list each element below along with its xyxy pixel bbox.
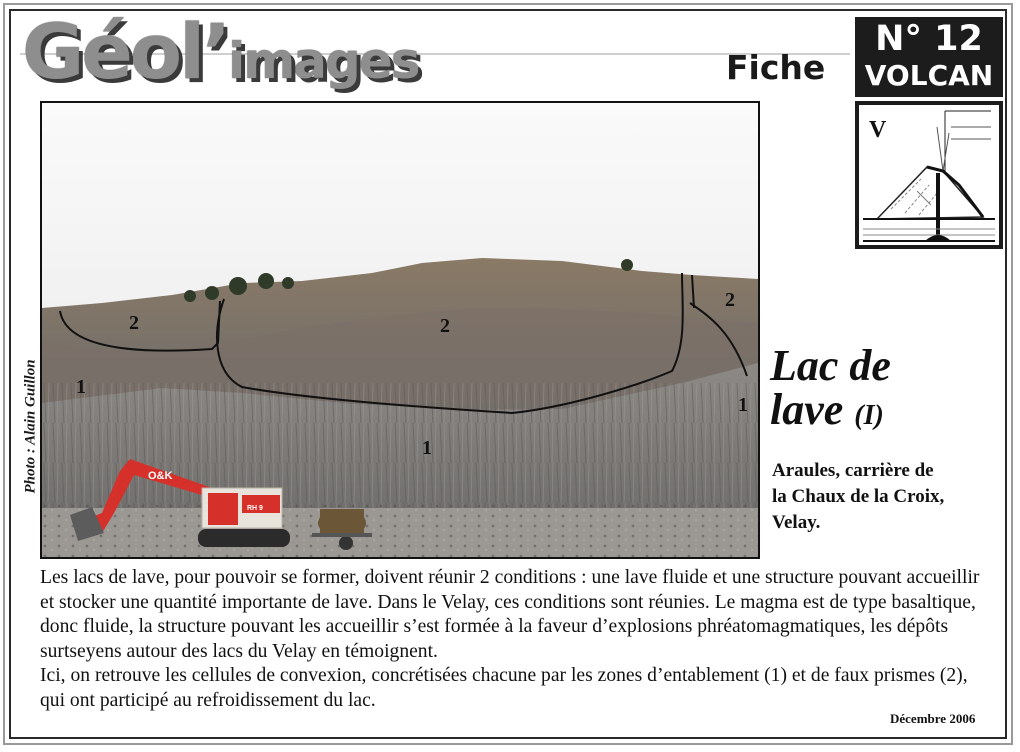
caption-title [770,341,891,438]
vehicle-model: RH 9 [247,505,263,512]
volcano-icon [859,105,999,245]
quarry-photo [40,101,760,559]
title-tail: images [228,32,419,90]
zone-label-2-right: 2 [725,289,735,311]
volcano-icon-box [855,101,1003,249]
photo-credit-text: Photo : Alain Guillon [22,359,39,494]
zone-label-2-center: 2 [440,315,450,337]
category-letter: V [869,117,887,143]
zone-label-1-left: 1 [76,376,86,398]
quarry-illustration [42,103,758,557]
page-title [22,8,419,98]
zone-label-1-right: 1 [738,394,748,416]
caption-title-suffix: (I) [854,400,884,431]
body-text [40,566,995,713]
body-paragraph-2: Ici, on retrouve les cellules de convexion, concrétisées chacune par les zones d’entablement (1) et de faux prismes (2), qui ont participé au refroidissement du lac. [40,665,968,711]
zone-label-2-left: 2 [129,312,139,334]
body-paragraph-1: Les lacs de lave, pour pouvoir se former, doivent réunir 2 conditions : une lave fluide et une structure pouvant accueillir et stocker une quantité importante de lave. Dans le Velay, ces conditions sont réunies. Le magma est de type basaltique, donc fluide, la structure pouvant les accueillir s’est formée à la faveur d’explosions phréatomagmatiques, les dépôts surtseyens autour des lacs du Velay en témoignent. [40,567,980,662]
publication-date: Décembre 2006 [890,711,976,726]
vehicle-label: O&K [148,470,173,482]
fiche-label: Fiche [726,48,826,87]
caption-title-line1: Lac de [770,341,891,390]
caption-title-line2-wrap [770,385,891,438]
caption-title-line2: lave [770,385,844,434]
photo-credit [16,330,40,530]
location-line-3: Velay. [772,512,821,533]
location-line-2: la Chaux de la Croix, [772,486,945,507]
sheet-number-box [855,17,1003,97]
location-text [772,458,944,536]
sheet-number: N° 12 [875,19,983,59]
location-line-1: Araules, carrière de [772,460,934,481]
title-main: Géol’ [22,7,229,96]
sheet-category: VOLCAN [864,59,994,92]
zone-label-1-center: 1 [422,437,432,459]
